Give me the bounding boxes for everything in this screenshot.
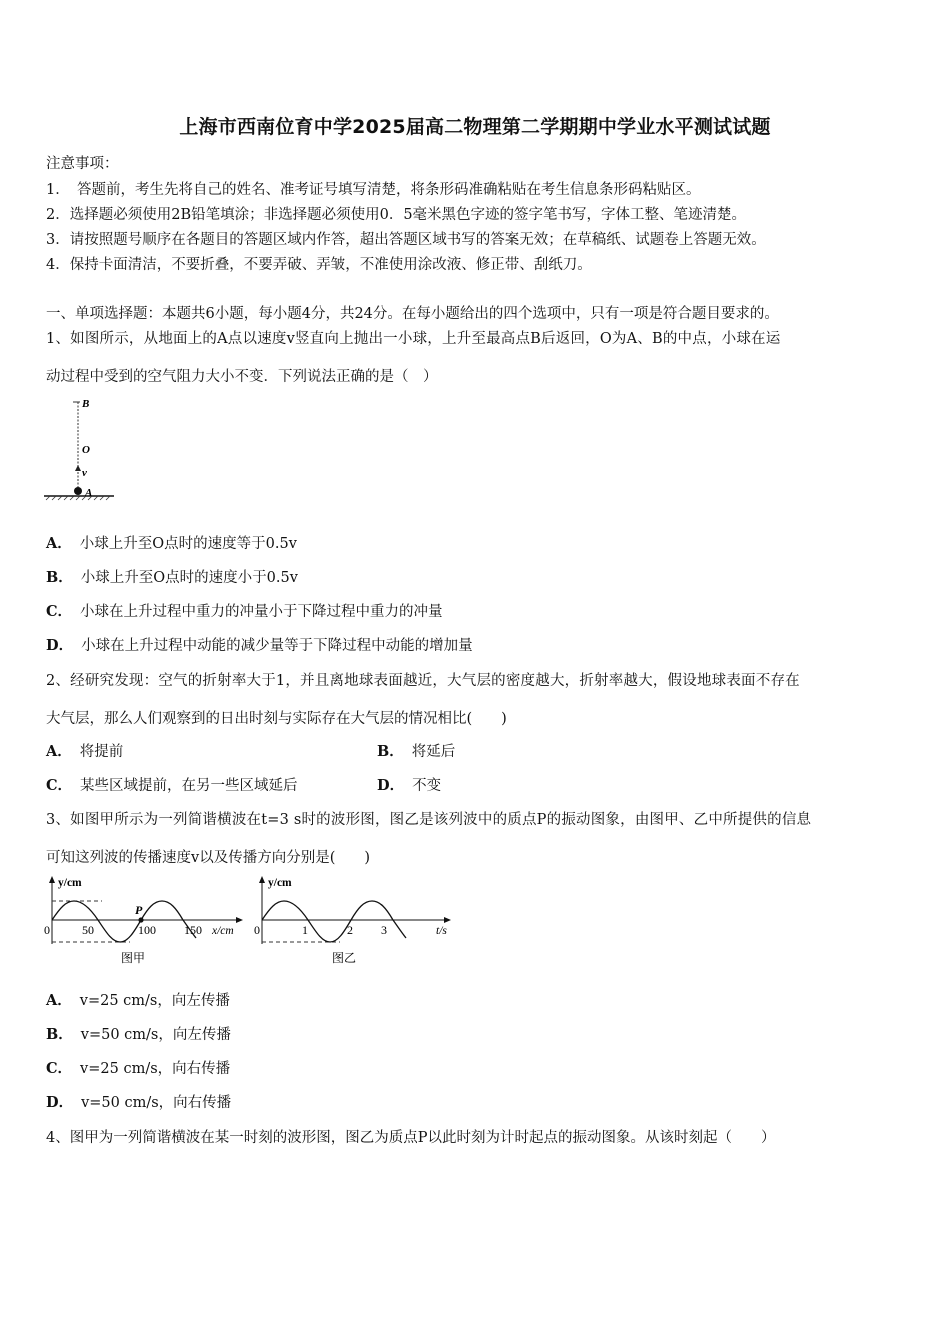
label-b: B <box>82 398 90 410</box>
option-label: C． <box>46 603 73 620</box>
option-label: D． <box>46 637 74 654</box>
option-text: 小球上升至O点时的速度小于0.5v <box>80 570 298 586</box>
option-label: C． <box>46 777 73 794</box>
tick-label: 3 <box>381 923 387 937</box>
option-d[interactable] <box>377 774 441 795</box>
label-v: v <box>82 467 87 479</box>
option-label: C． <box>46 1060 73 1077</box>
option-c[interactable] <box>46 1057 230 1078</box>
option-c[interactable] <box>46 600 443 621</box>
origin-label: 0 <box>254 923 260 937</box>
option-d[interactable] <box>46 1091 231 1112</box>
section-heading: 一、单项选择题：本题共6小题，每小题4分，共24分。在每小题给出的四个选项中，只有一项是符合题目要求的。 <box>46 306 779 322</box>
option-text: 某些区域提前，在另一些区域延后 <box>80 778 298 794</box>
option-text: v=50 cm/s，向右传播 <box>81 1095 232 1111</box>
notice-heading: 注意事项： <box>46 156 119 172</box>
option-text: v=25 cm/s，向左传播 <box>79 993 230 1009</box>
option-a[interactable] <box>46 740 123 761</box>
notice-item: 3．请按照题号顺序在各题目的答题区域内作答，超出答题区域书写的答案无效；在草稿纸、试题卷上答题无效。 <box>46 232 766 248</box>
tick-label: 100 <box>138 923 156 937</box>
option-b[interactable] <box>46 1023 231 1044</box>
option-text: v=50 cm/s，向左传播 <box>80 1027 231 1043</box>
notice-item: 1． 答题前，考生先将自己的姓名、准考证号填写清楚，将条形码准确粘贴在考生信息条形码粘贴区。 <box>46 182 701 198</box>
option-a[interactable] <box>46 989 230 1010</box>
option-text: 小球在上升过程中动能的减少量等于下降过程中动能的增加量 <box>81 638 473 654</box>
option-b[interactable] <box>377 740 455 761</box>
question-4-text: 4、图甲为一列简谐横波在某一时刻的波形图，图乙为质点P以此时刻为计时起点的振动图象。从该时刻起（ ） <box>46 1130 776 1146</box>
axis-label-y: y/cm <box>58 877 82 889</box>
option-label: A． <box>46 535 72 552</box>
wave-graph-jia <box>40 872 250 972</box>
axis-label-x: t/s <box>436 925 447 937</box>
option-text: 将提前 <box>79 744 124 760</box>
option-b[interactable] <box>46 566 298 587</box>
page-title: 上海市西南位育中学2025届高二物理第二学期期中学业水平测试试题 <box>179 116 771 138</box>
label-a: A <box>85 487 93 499</box>
option-text: 小球在上升过程中重力的冲量小于下降过程中重力的冲量 <box>80 604 443 620</box>
option-text: 小球上升至O点时的速度等于0.5v <box>79 536 297 552</box>
option-text: v=25 cm/s，向右传播 <box>80 1061 231 1077</box>
question-2-text-cont: 大气层，那么人们观察到的日出时刻与实际存在大气层的情况相比( ) <box>46 711 507 727</box>
axis-label-y: y/cm <box>268 877 292 889</box>
notice-item: 2．选择题必须使用2B铅笔填涂；非选择题必须使用0．5毫米黑色字迹的签字笔书写，字体工整、笔迹清楚。 <box>46 207 747 223</box>
option-label: B． <box>46 1026 73 1043</box>
option-label: D． <box>46 1094 74 1111</box>
option-label: B． <box>377 743 404 760</box>
option-a[interactable] <box>46 532 297 553</box>
question-1-text-cont: 动过程中受到的空气阻力大小不变．下列说法正确的是（ ） <box>46 369 438 385</box>
point-p: P <box>135 903 143 917</box>
option-text: 将延后 <box>411 744 456 760</box>
tick-label: 2 <box>347 923 353 937</box>
notice-item: 4．保持卡面清洁，不要折叠，不要弄破、弄皱，不准使用涂改液、修正带、刮纸刀。 <box>46 257 592 273</box>
tick-label: 50 <box>82 923 94 937</box>
question-3-text-cont: 可知这列波的传播速度v以及传播方向分别是( ) <box>46 850 371 866</box>
question-2-text: 2、经研究发现：空气的折射率大于1，并且离地球表面越近，大气层的密度越大，折射率越大，假设地球表面不存在 <box>46 673 800 689</box>
tick-label: 150 <box>184 923 202 937</box>
option-label: A． <box>46 992 72 1009</box>
option-label: A． <box>46 743 72 760</box>
question-1-text: 1、如图所示，从地面上的A点以速度v竖直向上抛出一小球，上升至最高点B后返回，O为A、B的中点，小球在运 <box>46 331 781 347</box>
option-label: D． <box>377 777 405 794</box>
question-3-text: 3、如图甲所示为一列简谐横波在t=3 s时的波形图，图乙是该列波中的质点P的振动图象，由图甲、乙中所提供的信息 <box>46 812 812 828</box>
option-text: 不变 <box>412 778 442 794</box>
label-o: O <box>82 444 90 456</box>
graph-caption: 图乙 <box>332 951 357 965</box>
tick-label: 1 <box>302 923 308 937</box>
graph-caption: 图甲 <box>121 951 146 965</box>
option-label: B． <box>46 569 73 586</box>
question-1-figure <box>40 392 130 504</box>
option-d[interactable] <box>46 634 473 655</box>
wave-graph-yi <box>250 872 460 972</box>
option-c[interactable] <box>46 774 298 795</box>
axis-label-x: x/cm <box>212 925 234 937</box>
origin-label: 0 <box>44 923 50 937</box>
